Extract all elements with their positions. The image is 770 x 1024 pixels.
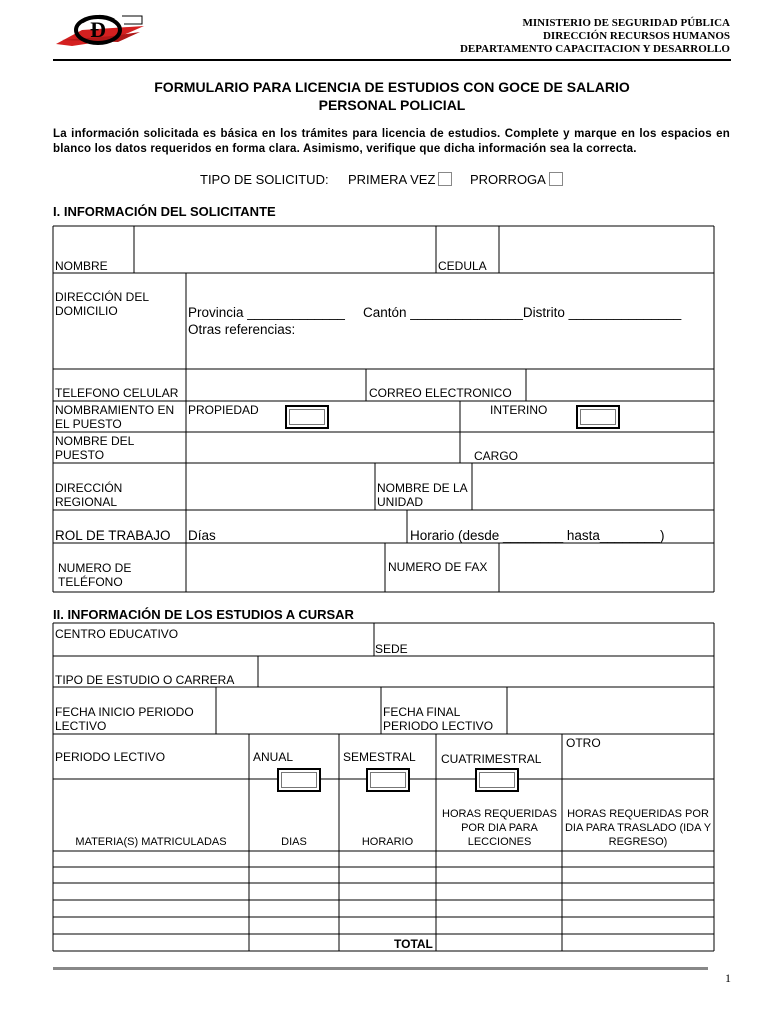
- nombre-unidad-label: NOMBRE DE LA UNIDAD: [377, 481, 468, 509]
- sede-label: SEDE: [375, 642, 408, 656]
- fecha-inicio-label: FECHA INICIO PERIODO LECTIVO: [55, 705, 194, 733]
- rol-trabajo-label: ROL DE TRABAJO: [55, 528, 171, 543]
- centro-educativo-field[interactable]: [54, 624, 373, 655]
- fecha-final-field[interactable]: [508, 688, 713, 733]
- canton-distrito-field[interactable]: Cantón _______________Distrito _______________: [363, 305, 682, 320]
- semestral-checkbox[interactable]: [366, 768, 410, 792]
- otras-referencias-label: Otras referencias:: [188, 322, 296, 337]
- tipo-estudio-label: TIPO DE ESTUDIO O CARRERA: [55, 673, 235, 687]
- sede-field[interactable]: [375, 624, 713, 655]
- materias-header: MATERIA(S) MATRICULADAS: [75, 836, 227, 848]
- section-2-title: II. INFORMACIÓN DE LOS ESTUDIOS A CURSAR: [53, 607, 354, 622]
- horas-lecciones-header: HORAS REQUERIDAS POR DIA PARA LECCIONES: [442, 808, 557, 848]
- numero-telefono-label: NUMERO DE TELÉFONO: [58, 561, 132, 589]
- nombre-label: NOMBRE: [55, 259, 108, 273]
- direccion-label: DIRECCIÓN DEL DOMICILIO: [55, 290, 149, 318]
- cuatrimestral-checkbox[interactable]: [475, 768, 519, 792]
- cedula-label: CEDULA: [438, 259, 487, 273]
- header-ministry: MINISTERIO DE SEGURIDAD PÚBLICA: [522, 17, 730, 29]
- materias-table-body[interactable]: [54, 852, 713, 933]
- fecha-final-label: FECHA FINAL PERIODO LECTIVO: [383, 705, 494, 733]
- propiedad-label: PROPIEDAD: [188, 403, 259, 417]
- interino-label: INTERINO: [490, 403, 548, 417]
- anual-checkbox[interactable]: [277, 768, 321, 792]
- dias-field[interactable]: Días: [188, 528, 216, 543]
- page-number: 1: [725, 971, 731, 985]
- total-label: TOTAL: [394, 937, 433, 951]
- svg-text:Ð: Ð: [90, 17, 106, 42]
- header-direction: DIRECCIÓN RECURSOS HUMANOS: [542, 30, 730, 42]
- nombre-puesto-label: NOMBRE DEL PUESTO: [55, 434, 134, 462]
- tipo-estudio-field[interactable]: [259, 657, 713, 686]
- horas-traslado-header: HORAS REQUERIDAS POR DIA PARA TRASLADO (IDA Y REGRESO): [564, 808, 712, 848]
- provincia-field[interactable]: Provincia _____________: [188, 305, 345, 320]
- prorroga-label: PRORROGA: [470, 172, 546, 187]
- header-department: DEPARTAMENTO CAPACITACION Y DESARROLLO: [459, 43, 730, 55]
- intro-text: La información solicitada es básica en los trámites para licencia de estudios. Complete y marque en los espacios en blanco los datos requeridos en forma clara. Asimismo, verifique que dicha información sea la correcta.: [53, 128, 730, 155]
- direccion-regional-label: DIRECCIÓN REGIONAL: [55, 481, 123, 509]
- horario-field[interactable]: Horario (desde ________ hasta________): [410, 528, 665, 543]
- solicitud-type-label: TIPO DE SOLICITUD:: [200, 172, 329, 187]
- cargo-label: CARGO: [474, 449, 519, 463]
- primera-vez-label: PRIMERA VEZ: [348, 172, 436, 187]
- form-title-line2: PERSONAL POLICIAL: [318, 97, 466, 113]
- form-title-line1: FORMULARIO PARA LICENCIA DE ESTUDIOS CON GOCE DE SALARIO: [154, 79, 630, 95]
- correo-label: CORREO ELECTRONICO: [369, 386, 512, 400]
- dias-header: DIAS: [281, 836, 307, 848]
- horario-header: HORARIO: [361, 836, 414, 848]
- semestral-label: SEMESTRAL: [343, 750, 416, 764]
- anual-label: ANUAL: [253, 750, 294, 764]
- telefono-celular-label: TELEFONO CELULAR: [55, 386, 179, 400]
- otro-label: OTRO: [566, 736, 601, 750]
- nombramiento-label: NOMBRAMIENTO EN EL PUESTO: [55, 403, 175, 431]
- numero-fax-label: NUMERO DE FAX: [388, 560, 488, 574]
- footer-rule: [53, 967, 708, 970]
- centro-educativo-label: CENTRO EDUCATIVO: [55, 627, 179, 641]
- section-1-title: I. INFORMACIÓN DEL SOLICITANTE: [53, 204, 276, 219]
- cuatrimestral-label: CUATRIMESTRAL: [441, 752, 542, 766]
- fecha-inicio-field[interactable]: [217, 688, 380, 733]
- periodo-lectivo-label: PERIODO LECTIVO: [55, 750, 166, 764]
